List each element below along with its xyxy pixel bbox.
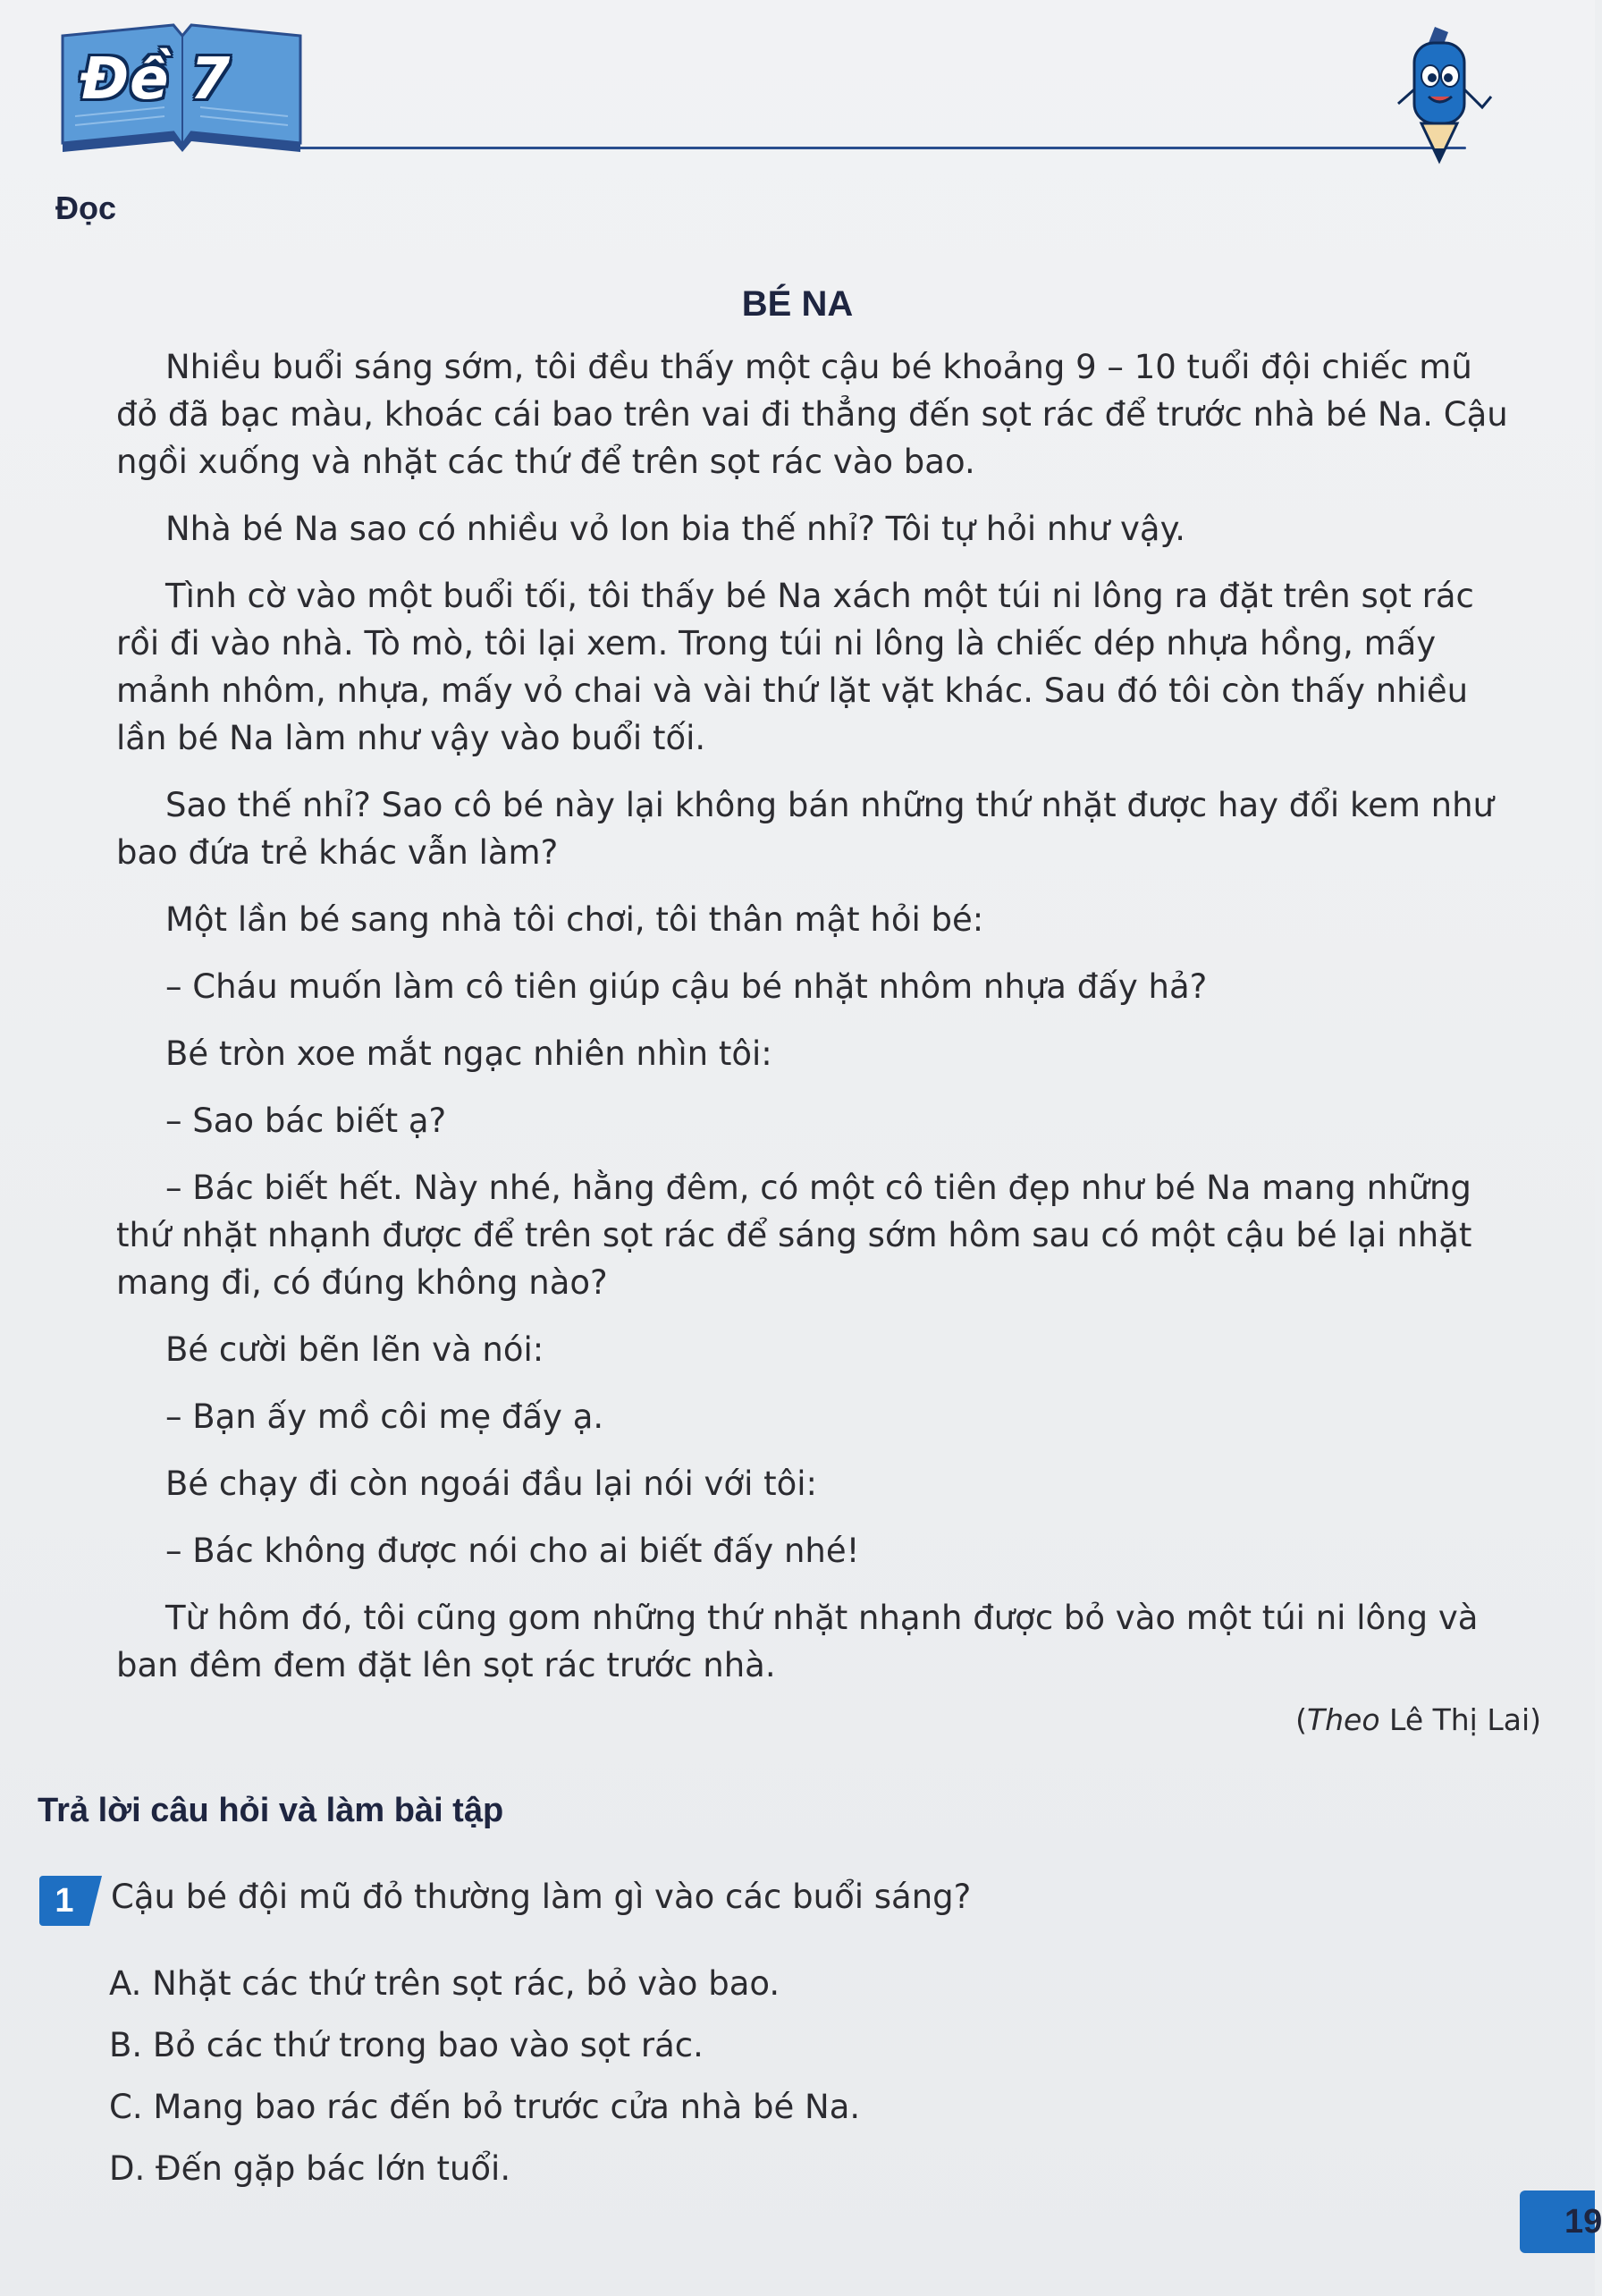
pencil-mascot-icon [1386,27,1493,170]
section-heading-exercises: Trả lời câu hỏi và làm bài tập [38,1792,504,1829]
story-paragraph: Tình cờ vào một buổi tối, tôi thấy bé Na xách một túi ni lông ra đặt trên sọt rác rồi đi vào nhà. Tò mò, tôi lại xem. Trong túi ni lông là chiếc dép nhựa hồng, mấy mảnh nhôm, nhựa, mấy vỏ chai và vài thứ lặt vặt khác. Sau đó tôi còn thấy nhiều lần bé Na làm như vậy vào buổi tối. [116,577,1474,757]
answer-option-a[interactable]: A. Nhặt các thứ trên sọt rác, bỏ vào bao. [109,1964,780,2003]
story-dialogue: – Cháu muốn làm cô tiên giúp cậu bé nhặt nhôm nhựa đấy hả? [165,967,1208,1006]
story-dialogue: – Sao bác biết ạ? [165,1102,447,1140]
story-paragraph: Sao thế nhỉ? Sao cô bé này lại không bán những thứ nhặt được hay đổi kem như bao đứa trẻ khác vẫn làm? [116,786,1494,872]
story-body [116,343,1511,1709]
story-paragraph: Bé chạy đi còn ngoái đầu lại nói với tôi: [165,1465,817,1503]
story-paragraph: Bé tròn xoe mắt ngạc nhiên nhìn tôi: [165,1034,772,1073]
source-prefix: Theo [1306,1702,1380,1737]
story-paragraph: Bé cười bẽn lẽn và nói: [165,1330,544,1369]
story-paragraph: Nhiều buổi sáng sớm, tôi đều thấy một cậu bé khoảng 9 – 10 tuổi đội chiếc mũ đỏ đã bạc màu, khoác cái bao trên vai đi thẳng đến sọt rác để trước nhà bé Na. Cậu ngồi xuống và nhặt các thứ để trên sọt rác vào bao. [116,348,1508,481]
answer-option-b[interactable]: B. Bỏ các thứ trong bao vào sọt rác. [109,2026,704,2064]
story-dialogue: – Bác không được nói cho ai biết đấy nhé! [165,1532,860,1570]
story-paragraph: Một lần bé sang nhà tôi chơi, tôi thân mật hỏi bé: [165,900,984,939]
header-divider [295,147,1466,149]
story-source: (Theo Lê Thị Lai) [1295,1702,1541,1737]
story-paragraph: Nhà bé Na sao có nhiều vỏ lon bia thế nhỉ? Tôi tự hỏi như vậy. [165,510,1185,548]
page-number: 19 [1564,2203,1602,2241]
answer-options [109,1953,1361,2199]
section-heading-reading: Đọc [55,190,117,226]
story-paragraph: Từ hôm đó, tôi cũng gom những thứ nhặt nhạnh được bỏ vào một túi ni lông và ban đêm đem đặt lên sọt rác trước nhà. [116,1599,1479,1684]
story-dialogue: – Bác biết hết. Này nhé, hằng đêm, có một cô tiên đẹp như bé Na mang những thứ nhặt nhạnh được để trên sọt rác để sáng sớm hôm sau có một cậu bé lại nhặt mang đi, có đúng không nào? [116,1169,1472,1302]
answer-option-d[interactable]: D. Đến gặp bác lớn tuổi. [109,2149,511,2188]
question-number-badge: 1 [39,1876,89,1926]
page-header [54,18,1502,170]
source-author: Lê Thị Lai [1389,1702,1530,1737]
answer-option-c[interactable]: C. Mang bao rác đến bỏ trước cửa nhà bé Na. [109,2088,861,2126]
question-text: Cậu bé đội mũ đỏ thường làm gì vào các buổi sáng? [111,1878,972,1916]
story-dialogue: – Bạn ấy mồ côi mẹ đấy ạ. [165,1397,604,1436]
exam-label: Đề 7 [80,46,232,113]
story-title: BÉ NA [741,284,854,324]
